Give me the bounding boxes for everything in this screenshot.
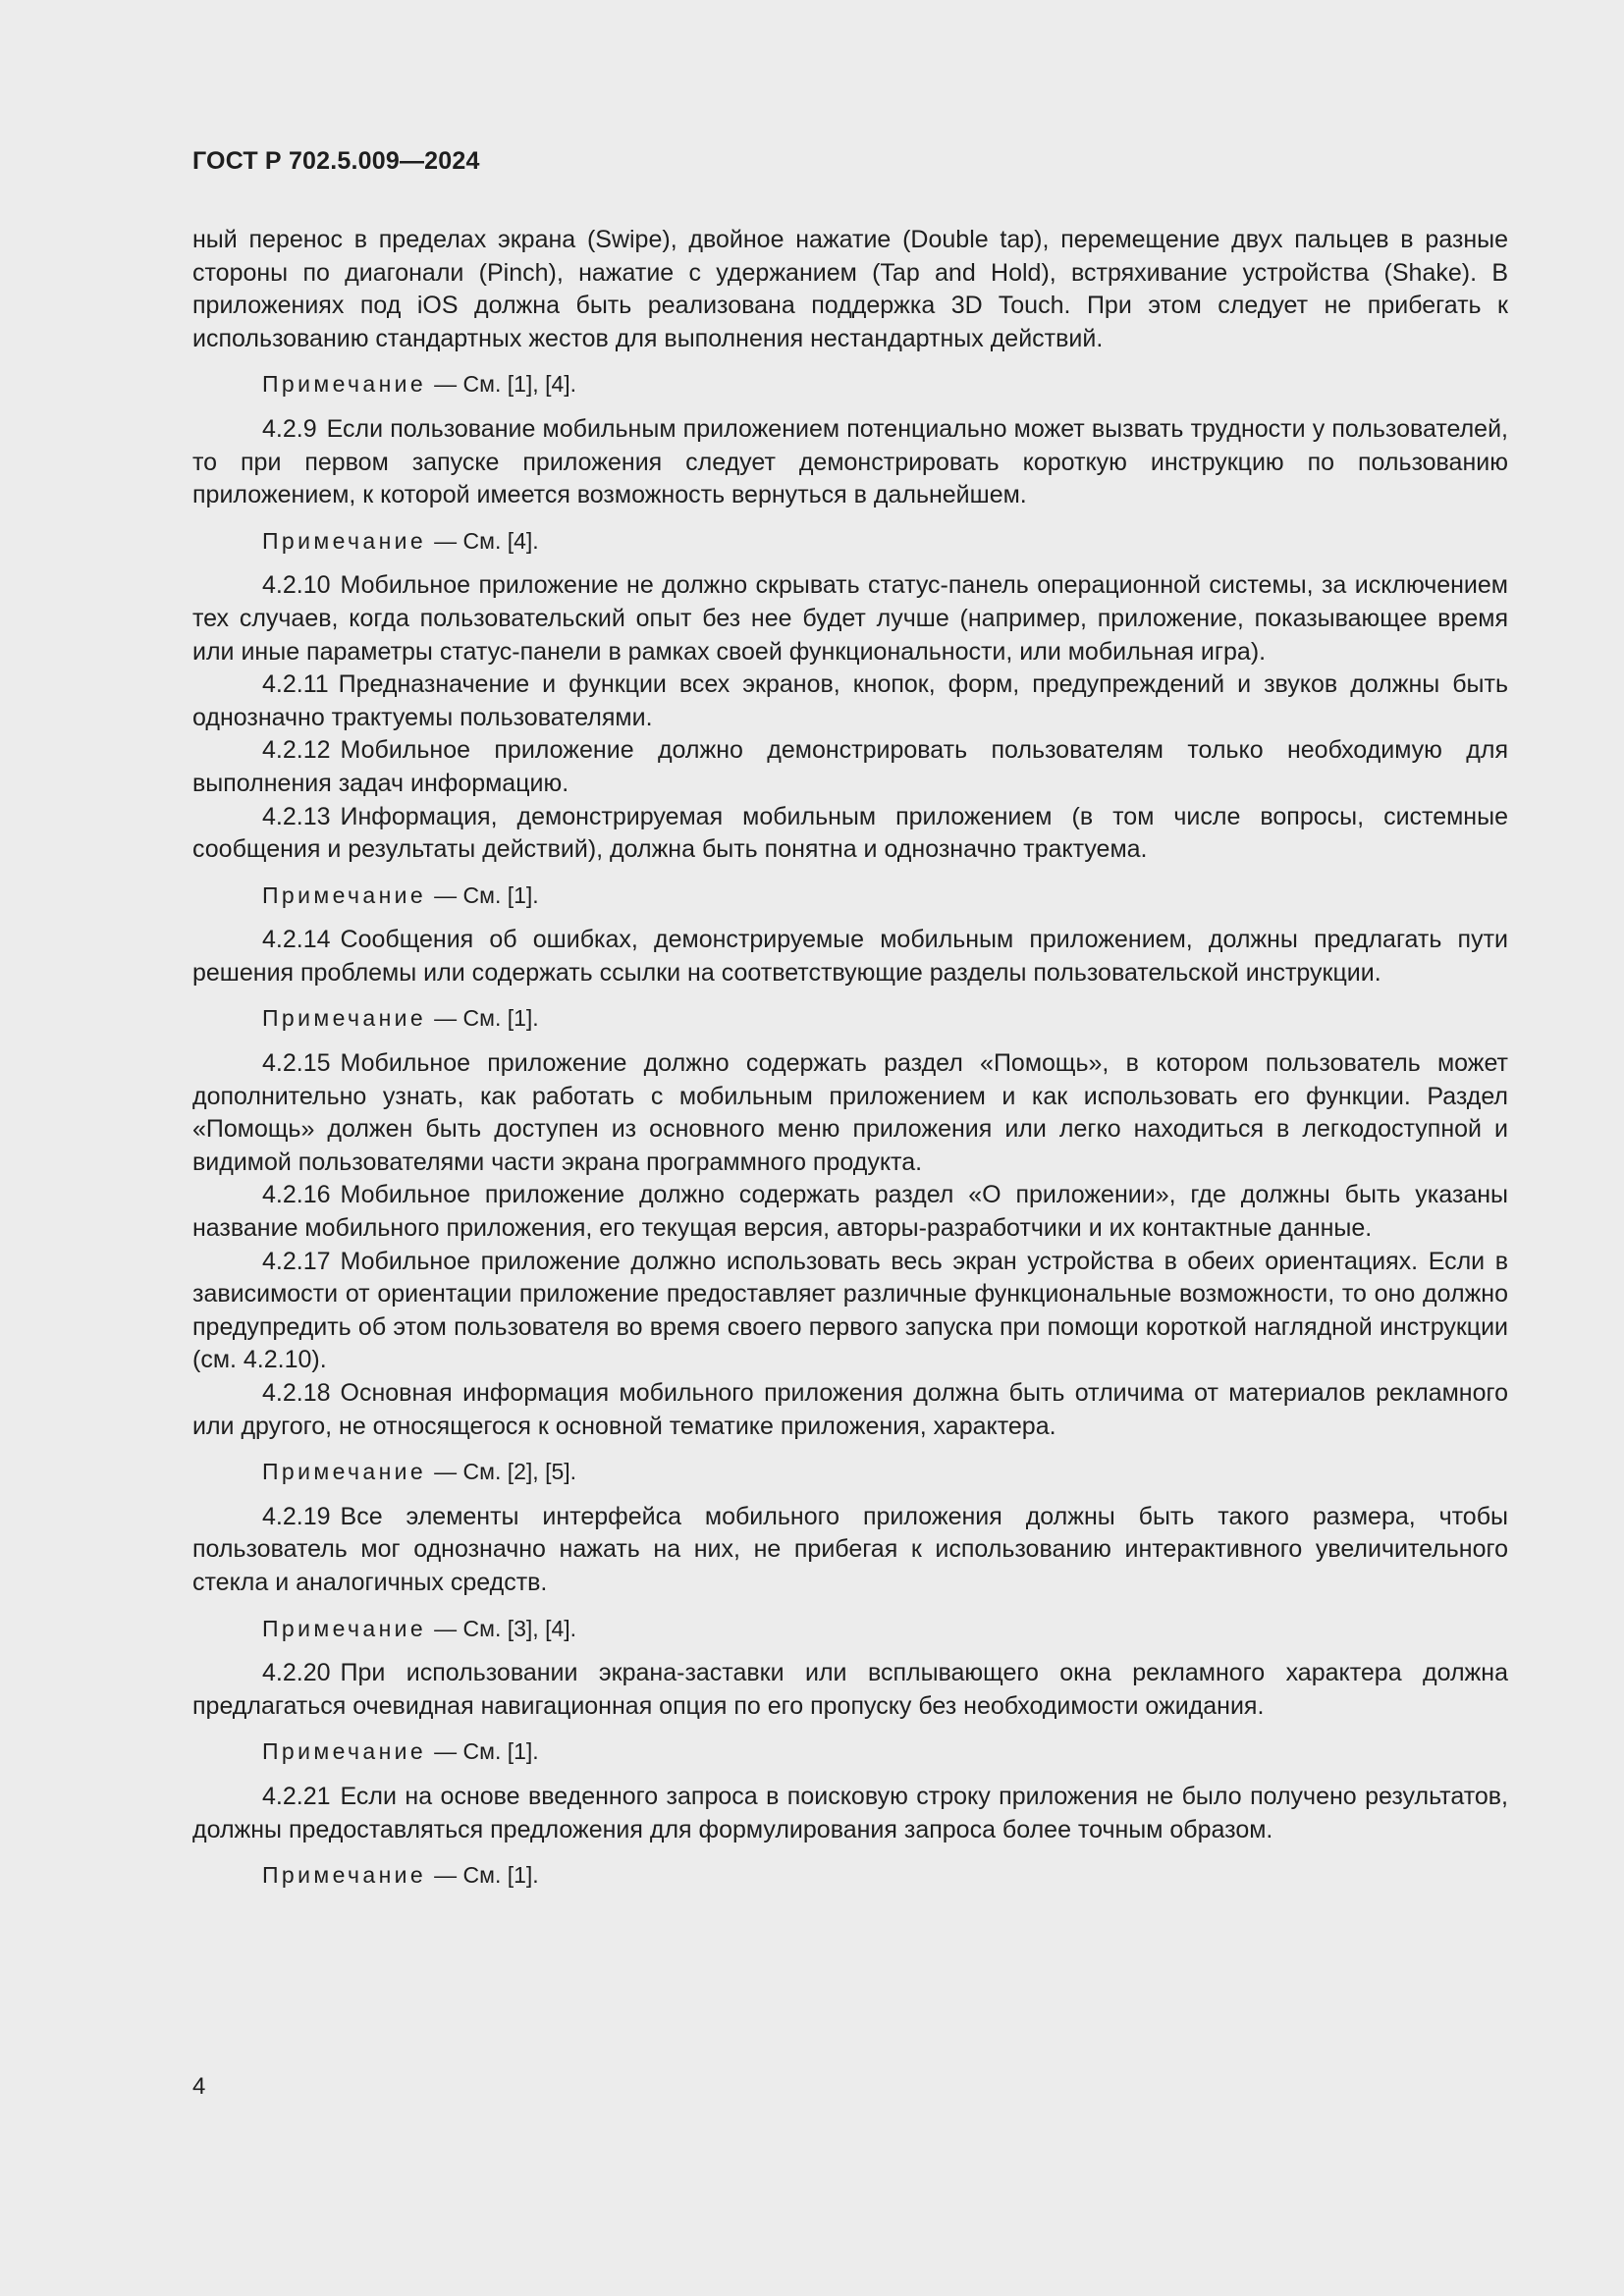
clause-number: 4.2.20 [262,1659,331,1687]
clause-number: 4.2.18 [262,1379,331,1407]
note-label: Примечание [262,1862,427,1889]
clause-number: 4.2.11 [262,670,329,699]
page-number: 4 [192,2073,206,2100]
clause-number: 4.2.14 [262,926,331,954]
paragraph-4-2-11 [192,668,1508,734]
clause-text: При использовании экрана-заставки или всплывающего окна рекламного характера должна предлагаться очевидная навигационная опция по его пропуску без необходимости ожидания. [192,1659,1508,1720]
note [262,1613,1508,1646]
clause-text: Сообщения об ошибках, демонстрируемые мобильным приложением, должны предлагать пути решения проблемы или содержать ссылки на соответствующие разделы пользовательской инструкции. [192,926,1508,987]
paragraph-4-2-17 [192,1246,1508,1377]
clause-number: 4.2.16 [262,1181,331,1209]
clause-number: 4.2.13 [262,802,331,830]
clause-text: Если на основе введенного запроса в поисковую строку приложения не было получено результатов, должны предоставляться предложения для формулирования запроса более точным образом. [192,1782,1508,1843]
note [262,880,1508,913]
paragraph-4-2-12 [192,734,1508,800]
document-body [192,224,1508,1904]
paragraph-4-2-16 [192,1179,1508,1245]
clause-number: 4.2.19 [262,1502,331,1530]
clause-text: Мобильное приложение должно использовать весь экран устройства в обеих ориентациях. Если в зависимости от ориентации приложение предоставляет различные функциональные возможности, то оно должно предупредить об этом пользователя во время своего первого запуска при помощи короткой наглядной инструкции (см. 4.2.10). [192,1247,1508,1374]
note-text: — См. [4]. [434,527,539,554]
clause-number: 4.2.17 [262,1247,331,1275]
paragraph-4-2-15 [192,1047,1508,1179]
note-text: — См. [1]. [434,881,539,908]
clause-number: 4.2.9 [262,414,317,443]
clause-number: 4.2.12 [262,736,331,765]
clause-text: Основная информация мобильного приложения должна быть отличима от материалов рекламного или другого, не относящегося к основной тематике приложения, характера. [192,1379,1508,1440]
paragraph-4-2-13 [192,801,1508,867]
note-label: Примечание [262,371,427,398]
note-text: — См. [1], [4]. [434,371,577,398]
clause-number: 4.2.21 [262,1782,331,1810]
paragraph-4-2-18 [192,1377,1508,1443]
note-label: Примечание [262,1738,427,1765]
paragraph-4-2-20 [192,1657,1508,1723]
clause-text: Информация, демонстрируемая мобильным приложением (в том числе вопросы, системные сообщения и результаты действий), должна быть понятна и однозначно трактуема. [192,802,1508,864]
paragraph-4-2-19 [192,1501,1508,1600]
clause-text: Все элементы интерфейса мобильного приложения должны быть такого размера, чтобы пользователь мог однозначно нажать на них, не прибегая к использованию интерактивного увеличительного стекла и аналогичных средств. [192,1502,1508,1596]
paragraph-4-2-21 [192,1781,1508,1846]
note [262,368,1508,401]
paragraph-continuation: ный перенос в пределах экрана (Swipe), двойное нажатие (Double tap), перемещение двух пальцев в разные стороны по диагонали (Pinch), нажатие с удержанием (Tap and Hold), встряхивание устройства (Shake). В приложениях под iOS должна быть реализована поддержка 3D Touch. При этом следует не прибегать к использованию стандартных жестов для выполнения нестандартных действий. [192,226,1508,352]
clause-text: Если пользование мобильным приложением потенциально может вызвать трудности у пользователей, то при первом запуске приложения следует демонстрировать короткую инструкцию по пользованию приложением, к которой имеется возможность вернуться в дальнейшем. [192,414,1508,509]
note [262,525,1508,559]
note [262,1002,1508,1036]
note-text: — См. [1]. [434,1005,539,1032]
note [262,1859,1508,1893]
paragraph-4-2-9 [192,413,1508,512]
note-text: — См. [3], [4]. [434,1615,577,1641]
clause-text: Предназначение и функции всех экранов, кнопок, форм, предупреждений и звуков должны быть однозначно трактуемы пользователями. [192,670,1508,731]
paragraph-4-2-14 [192,924,1508,989]
note [262,1456,1508,1489]
note-label: Примечание [262,1459,427,1485]
clause-text: Мобильное приложение не должно скрывать статус-панель операционной системы, за исключением тех случаев, когда пользовательский опыт без нее будет лучше (например, приложение, показывающее время или иные параметры статус-панели в рамках своей функциональности, или мобильная игра). [192,571,1508,666]
note-label: Примечание [262,527,427,554]
note-text: — См. [2], [5]. [434,1459,577,1485]
clause-number: 4.2.10 [262,571,331,600]
note-label: Примечание [262,1005,427,1032]
clause-text: Мобильное приложение должно содержать раздел «О приложении», где должны быть указаны название мобильного приложения, его текущая версия, авторы-разработчики и их контактные данные. [192,1181,1508,1243]
document-header-title: ГОСТ Р 702.5.009—2024 [192,147,480,175]
clause-text: Мобильное приложение должно демонстрировать пользователям только необходимую для выполнения задач информацию. [192,736,1508,797]
note [262,1735,1508,1769]
note-label: Примечание [262,1615,427,1641]
note-label: Примечание [262,881,427,908]
paragraph-4-2-10 [192,569,1508,668]
note-text: — См. [1]. [434,1862,539,1889]
clause-text: Мобильное приложение должно содержать раздел «Помощь», в котором пользователь может дополнительно узнать, как работать с мобильным приложением и как использовать его функции. Раздел «Помощь» должен быть доступен из основного меню приложения или легко находиться в легкодоступной и видимой пользователями части экрана программного продукта. [192,1049,1508,1176]
clause-number: 4.2.15 [262,1049,331,1078]
note-text: — См. [1]. [434,1738,539,1765]
